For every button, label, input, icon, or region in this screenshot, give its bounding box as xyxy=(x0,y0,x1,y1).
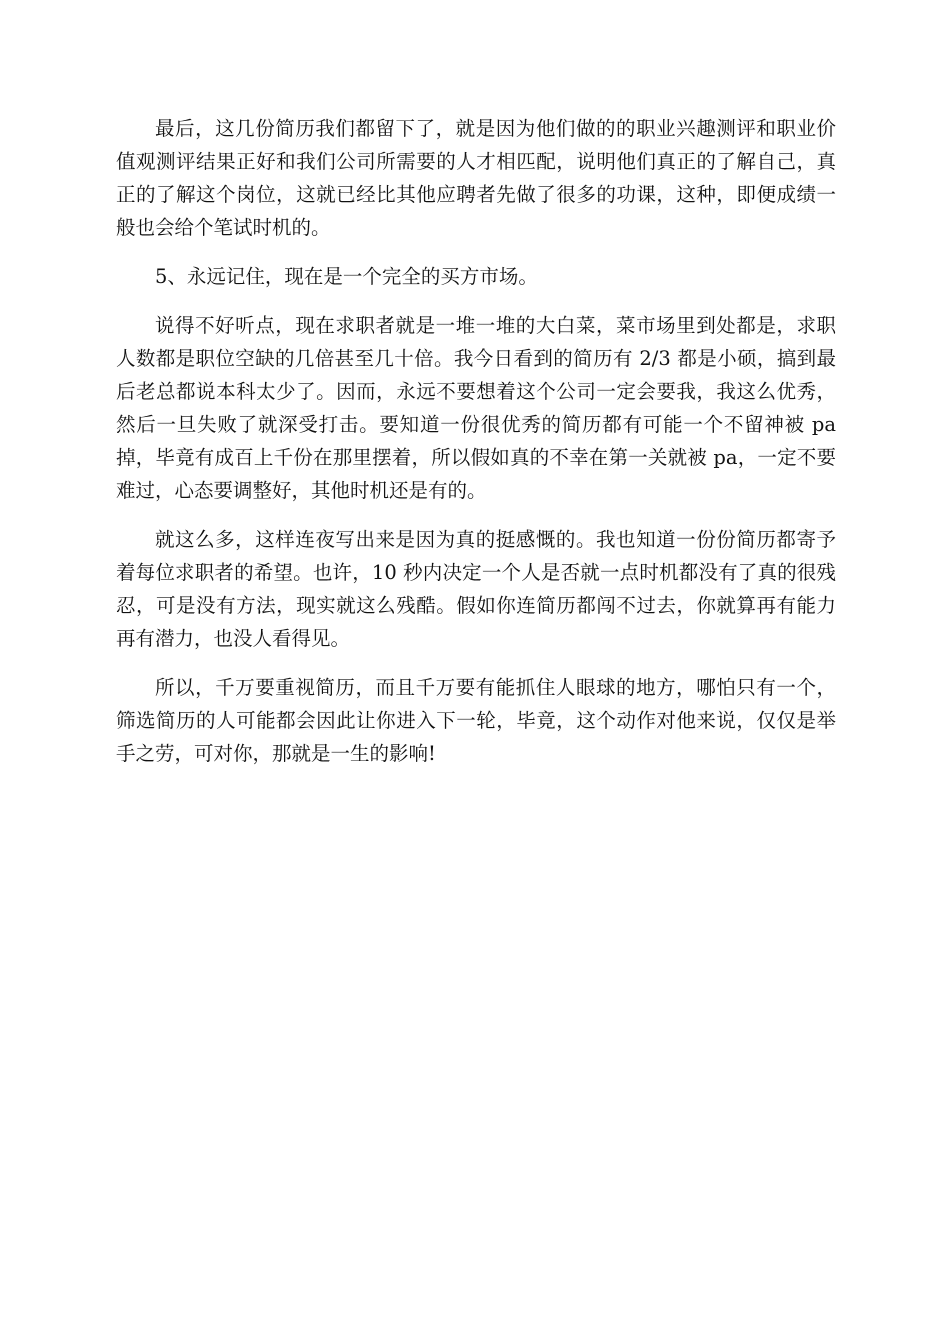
paragraph-reflection: 就这么多，这样连夜写出来是因为真的挺感慨的。我也知道一份份简历都寄予着每位求职者的希望。也许，10 秒内决定一个人是否就一点时机都没有了真的很残忍，可是没有方法，现实就这么残酷。假如你连简历都闯不过去，你就算再有能力再有潜力，也没人看得见。 xyxy=(116,528,836,650)
document-body xyxy=(116,112,836,786)
paragraph-final-reasons: 最后，这几份简历我们都留下了，就是因为他们做的的职业兴趣测评和职业价值观测评结果正好和我们公司所需要的人才相匹配，说明他们真正的了解自己，真正的了解这个岗位，这就已经比其他应聘者先做了很多的功课，这种，即便成绩一般也会给个笔试时机的。 xyxy=(116,117,836,239)
paragraph-conclusion: 所以，千万要重视简历，而且千万要有能抓住人眼球的地方，哪怕只有一个，筛选简历的人可能都会因此让你进入下一轮，毕竟，这个动作对他来说，仅仅是举手之劳，可对你，那就是一生的影响! xyxy=(116,676,836,765)
paragraph-point-5-heading: 5、永远记住，现在是一个完全的买方市场。 xyxy=(155,265,538,288)
paragraph-buyers-market: 说得不好听点，现在求职者就是一堆一堆的大白菜，菜市场里到处都是，求职人数都是职位空缺的几倍甚至几十倍。我今日看到的简历有 2/3 都是小硕，搞到最后老总都说本科太少了。因而，永远不要想着这个公司一定会要我，我这么优秀，然后一旦失败了就深受打击。要知道一份很优秀的简历都有可能一个不留神被 pa 掉，毕竟有成百上千份在那里摆着，所以假如真的不幸在第一关就被 pa，一定不要难过，心态要调整好，其他时机还是有的。 xyxy=(116,314,836,502)
